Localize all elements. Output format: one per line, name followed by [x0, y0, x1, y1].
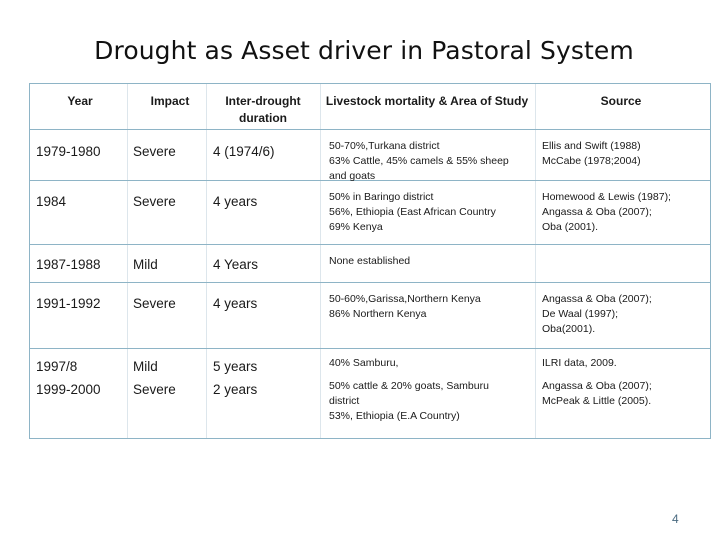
row1-impact: Severe — [133, 144, 176, 159]
row5-mortality: 40% Samburu, — [329, 357, 399, 369]
row2-year: 1984 — [36, 194, 67, 209]
row6-impact: Severe — [133, 382, 176, 397]
slide-title: Drought as Asset driver in Pastoral System — [94, 36, 634, 65]
row1-duration: 4 (1974/6) — [213, 144, 275, 159]
row6-source: Angassa & Oba (2007); McPeak & Little (2005). — [542, 380, 652, 407]
row4-source: Angassa & Oba (2007); De Waal (1997); Oba(2001). — [542, 293, 652, 335]
page-number: 4 — [672, 512, 679, 526]
header-year: Year — [67, 94, 93, 108]
row4-year: 1991-1992 — [36, 296, 101, 311]
row6-year: 1999-2000 — [36, 382, 101, 397]
row3-year: 1987-1988 — [36, 257, 101, 272]
row3-impact: Mild — [133, 257, 158, 272]
row5-duration: 5 years — [213, 359, 258, 374]
row2-source: Homewood & Lewis (1987); Angassa & Oba (2007); Oba (2001). — [542, 191, 671, 233]
row3-mortality: None established — [329, 255, 411, 267]
row5-impact: Mild — [133, 359, 158, 374]
row1-source: Ellis and Swift (1988) McCabe (1978;2004) — [542, 140, 641, 167]
row6-duration: 2 years — [213, 382, 258, 397]
header-impact: Impact — [150, 94, 190, 108]
row4-mortality: 50-60%,Garissa,Northern Kenya 86% Northern Kenya — [329, 293, 481, 320]
row2-mortality: 50% in Baringo district 56%, Ethiopia (East African Country 69% Kenya — [329, 191, 496, 233]
row5-source: ILRI data, 2009. — [542, 357, 617, 369]
header-mortality: Livestock mortality & Area of Study — [325, 94, 529, 108]
row4-impact: Severe — [133, 296, 176, 311]
row6-mortality: 50% cattle & 20% goats, Samburu district 53%, Ethiopia (E.A Country) — [329, 380, 489, 422]
row2-impact: Severe — [133, 194, 176, 209]
row4-duration: 4 years — [213, 296, 258, 311]
row5-year: 1997/8 — [36, 359, 78, 374]
row1-mortality: 50-70%,Turkana district 63% Cattle, 45% camels & 55% sheep and goats — [329, 140, 509, 182]
row3-duration: 4 Years — [213, 257, 259, 272]
drought-table — [29, 83, 711, 439]
header-inter-drought: Inter-drought duration — [225, 94, 301, 125]
row2-duration: 4 years — [213, 194, 258, 209]
header-source: Source — [600, 94, 642, 108]
row1-year: 1979-1980 — [36, 144, 101, 159]
